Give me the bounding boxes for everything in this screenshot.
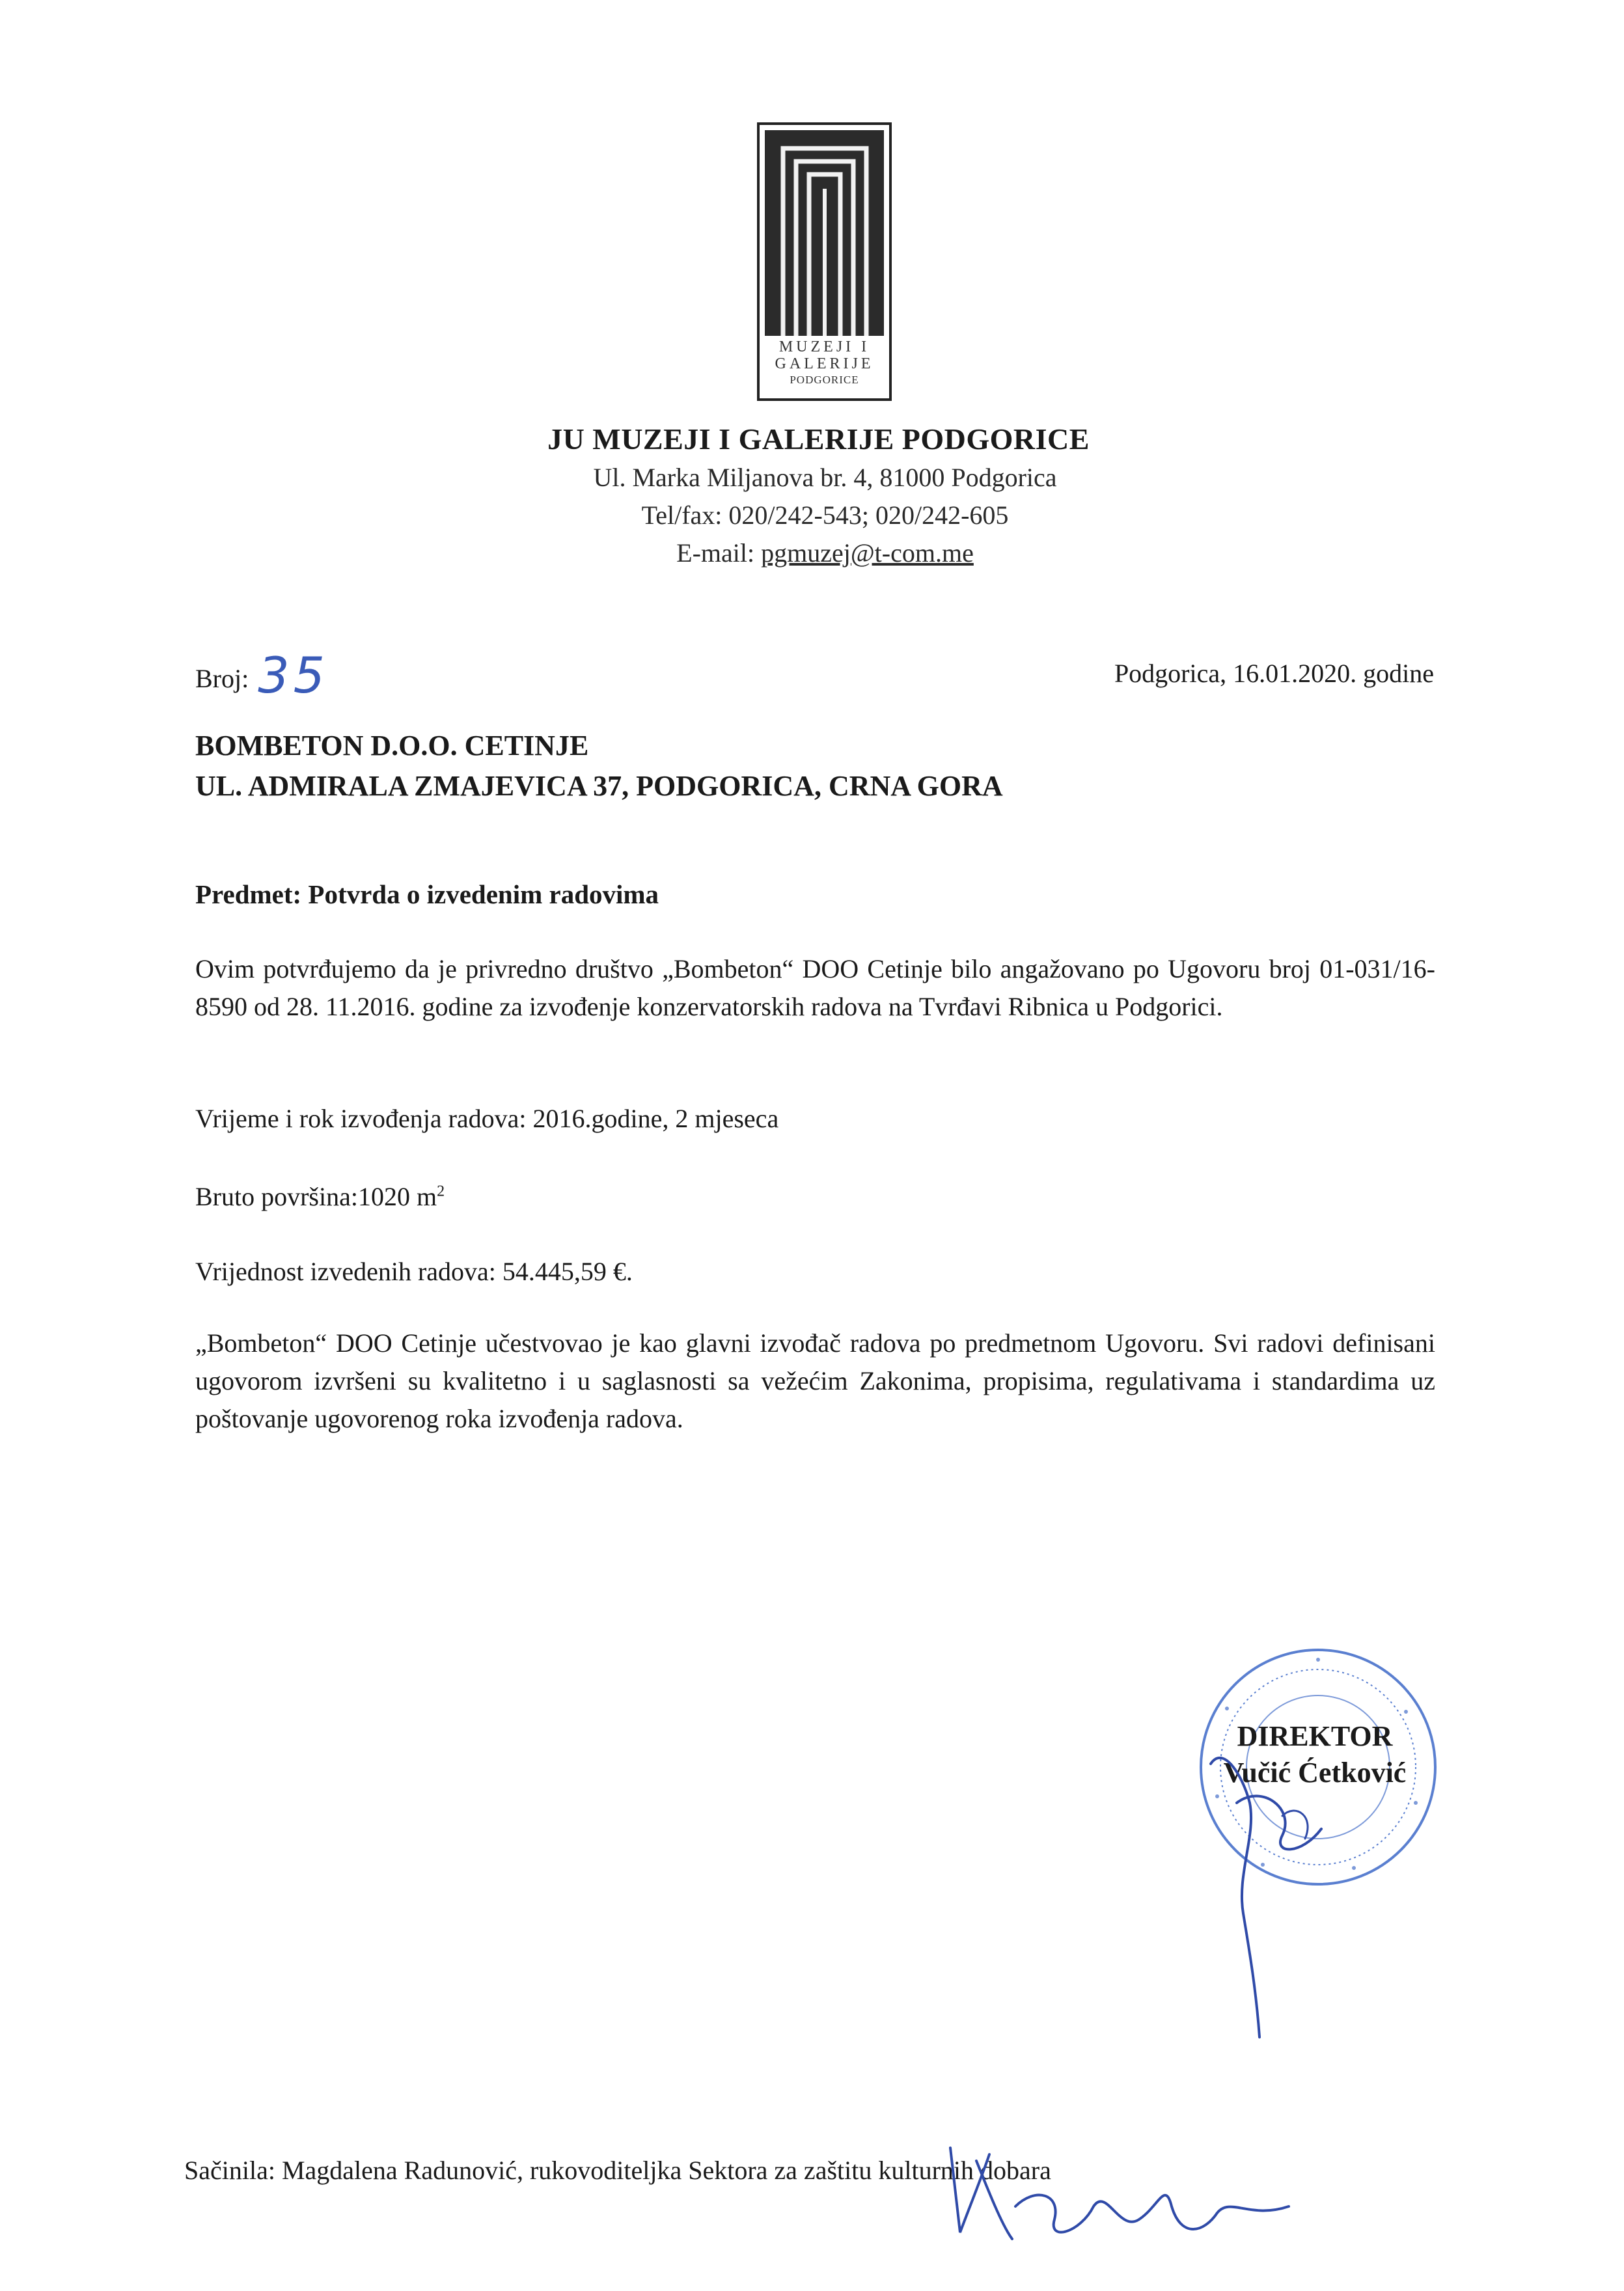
organization-phone: Tel/fax: 020/242-543; 020/242-605: [641, 501, 1009, 530]
reference-number-label: Broj:: [195, 664, 249, 693]
prepared-by-footer: Sačinila: Magdalena Radunović, rukovoditeljka Sektora za zaštitu kulturnih dobara: [184, 2156, 1051, 2185]
body-paragraph-3: [195, 1178, 1435, 1216]
director-name: Vučić Ćetković: [1223, 1757, 1407, 1789]
logo-line-3: PODGORICE: [790, 374, 859, 386]
gross-area-superscript: 2: [437, 1183, 445, 1200]
director-handwritten-signature: [1198, 1705, 1367, 2044]
email-link[interactable]: pgmuzej@t-com.me: [761, 538, 974, 568]
logo-emblem: [765, 130, 884, 336]
gross-area-text: Bruto površina:1020 m: [195, 1182, 437, 1211]
reference-number: [195, 646, 329, 704]
recipient-name: BOMBETON D.O.O. CETINJE: [195, 730, 589, 761]
organization-name: JU MUZEJI I GALERIJE PODGORICE: [547, 422, 1090, 456]
email-label: E-mail:: [676, 538, 762, 568]
logo-emblem-graphic: [765, 130, 884, 336]
organization-email-line: [26, 534, 1624, 572]
preparer-handwritten-signature: [924, 2135, 1302, 2258]
recipient-block: [195, 726, 1003, 806]
body-paragraph-1: Ovim potvrđujemo da je privredno društvo „Bombeton“ DOO Cetinje bilo angažovano po Ugovoru broj 01-031/16-8590 od 28. 11.2016. godine za izvođenje konzervatorskih radova na Tvrđavi Ribnica u Podgorici.: [195, 954, 1435, 1021]
document-date: Podgorica, 16.01.2020. godine: [1114, 659, 1434, 688]
organization-address: Ul. Marka Miljanova br. 4, 81000 Podgorica: [593, 463, 1057, 492]
director-title: DIREKTOR: [1237, 1720, 1393, 1752]
body-paragraph-2: Vrijeme i rok izvođenja radova: 2016.godine, 2 mjeseca: [195, 1104, 779, 1133]
recipient-address: UL. ADMIRALA ZMAJEVICA 37, PODGORICA, CRNA GORA: [195, 770, 1003, 802]
body-paragraph-5: „Bombeton“ DOO Cetinje učestvovao je kao glavni izvođač radova po predmetnom Ugovoru. Svi radovi definisani ugovorom izvršeni su kvalitetno i u saglasnosti sa vežećim Zakonima, propisima, regulativama i standardima uz poštovanje ugovorenog roka izvođenja radova.: [195, 1328, 1435, 1433]
logo-line-1: MUZEJI I: [778, 338, 870, 355]
reference-number-value: 35: [258, 646, 329, 704]
museum-logo: [757, 122, 892, 401]
body-paragraph-4: Vrijednost izvedenih radova: 54.445,59 €.: [195, 1257, 633, 1286]
subject-line: Predmet: Potvrda o izvedenim radovima: [195, 879, 659, 909]
logo-text: [765, 338, 884, 387]
logo-line-2: GALERIJE: [775, 355, 874, 372]
letterhead: [0, 420, 1624, 572]
